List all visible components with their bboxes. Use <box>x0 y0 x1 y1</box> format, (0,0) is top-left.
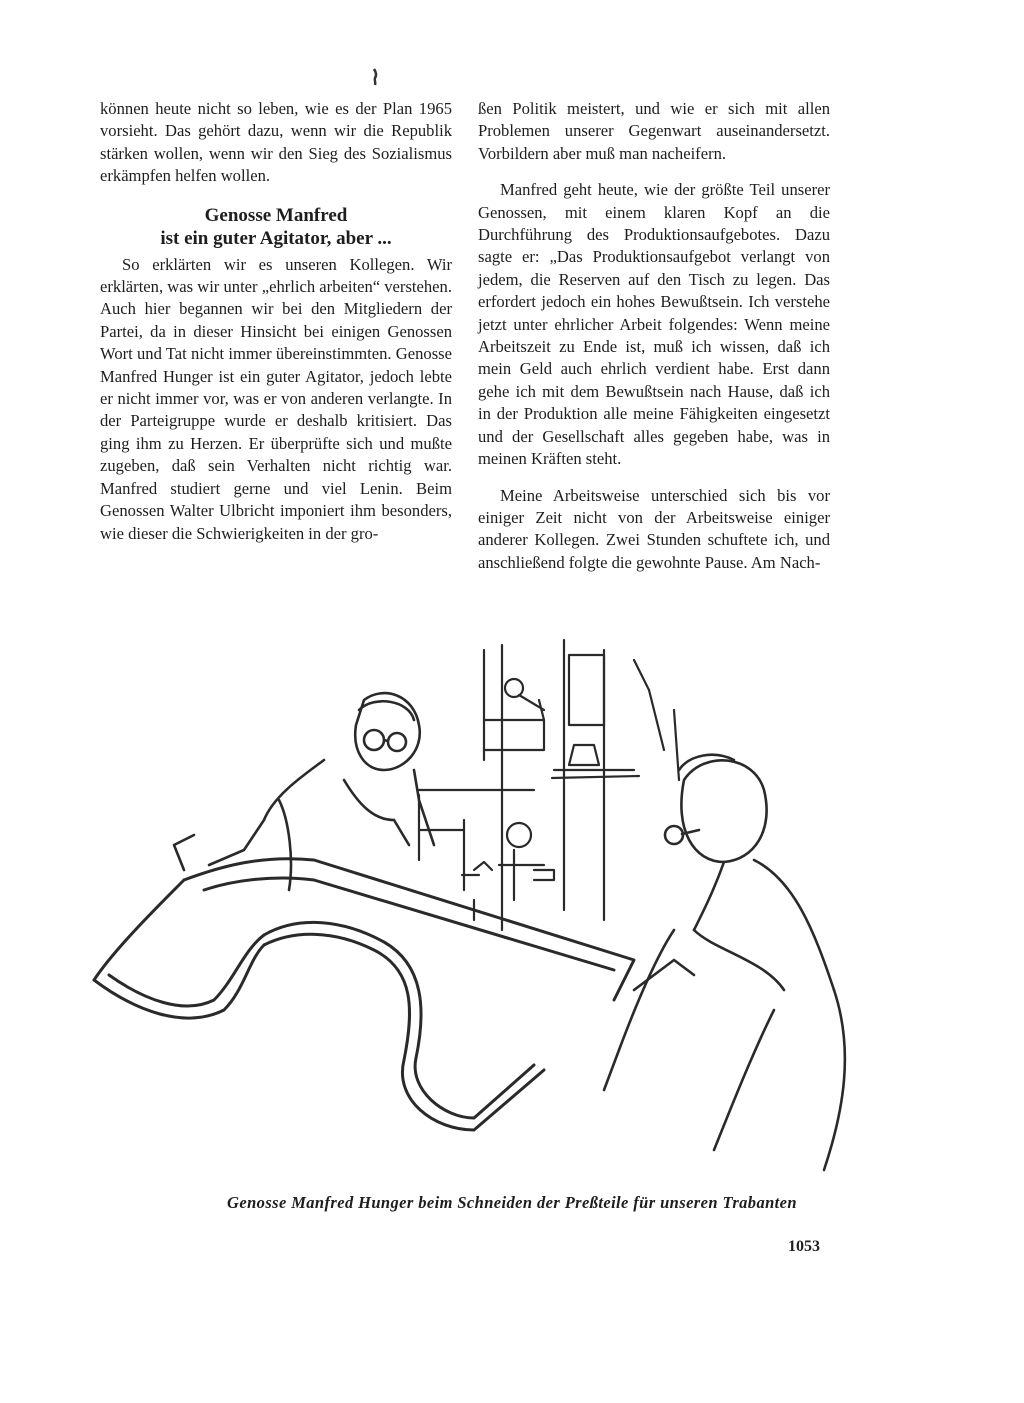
car-body-panel-drawing <box>94 859 634 1130</box>
figure-caption: Genosse Manfred Hunger beim Schneiden der Preßteile für unseren Trabanten <box>227 1193 797 1212</box>
right-column <box>478 98 830 588</box>
section-heading-line-2: ist ein guter Agitator, aber ... <box>160 227 392 249</box>
press-machine-drawing <box>419 640 679 930</box>
right-worker-drawing <box>604 755 845 1170</box>
section-heading <box>100 204 452 250</box>
page-number: 1053 <box>788 1238 820 1255</box>
section-heading-line-1: Genosse Manfred <box>204 204 348 226</box>
right-paragraph-2: Manfred geht heute, wie der größte Teil unserer Genossen, mit einem klaren Kopf an die Durchführung des Produktionsaufgebotes. Dazu sagte er: „Das Produktionsaufgebot verlangt von jedem, die Reserven auf den Tisch zu legen. Das erfordert jedoch ein hohes Bewußtsein. Ich verstehe jetzt unter ehrlicher Arbeit folgendes: Wenn meine Arbeitszeit zu Ende ist, muß ich wissen, daß ich mein Geld auch ehrlich verdient habe. Erst dann gehe ich mit dem Bewußtsein nach Hause, daß ich in der Produktion alle meine Fähigkeiten eingesetzt und der Gesellschaft alles gegeben habe, was in meinen Kräften steht. <box>478 180 830 469</box>
ink-mark-icon <box>370 68 380 86</box>
right-paragraph-1: ßen Politik meistert, und wie er sich mit allen Problemen unserer Gegenwart auseinandersetzt. Vorbildern aber muß man nacheifern. <box>478 99 830 163</box>
left-paragraph-2: So erklärten wir es unseren Kollegen. Wir erklärten, was wir unter „ehrlich arbeiten“ verstehen. Auch hier begannen wir bei den Mitgliedern der Partei, da in dieser Hinsicht bei einigen Genossen Wort und Tat nicht immer übereinstimmten. Genosse Manfred Hunger ist ein guter Agitator, jedoch lebte er nicht immer vor, was er von anderen verlangte. In der Parteigruppe wurde er deshalb kritisiert. Das ging ihm zu Herzen. Er überprüfte sich und mußte zugeben, daß sein Verhalten nicht richtig war. Manfred studiert gerne und viel Lenin. Beim Genossen Walter Ulbricht imponiert ihm besonders, wie dieser die Schwierigkeiten in der gro- <box>100 254 452 543</box>
left-paragraph-1: können heute nicht so leben, wie es der Plan 1965 vorsieht. Das gehört dazu, wenn wir die Republik stärken wollen, wenn wir den Sieg des Sozialismus erkämpfen helfen wollen. <box>100 99 452 186</box>
right-paragraph-3: Meine Arbeitsweise unterschied sich bis vor einiger Zeit nicht von der Arbeitsweise einiger anderer Kollegen. Zwei Stunden schuftete ich, und anschließend folgte die gewohnte Pause. Am Nach- <box>478 485 830 572</box>
left-column <box>100 98 452 559</box>
illustration-workers-pressing-parts <box>74 630 954 1190</box>
